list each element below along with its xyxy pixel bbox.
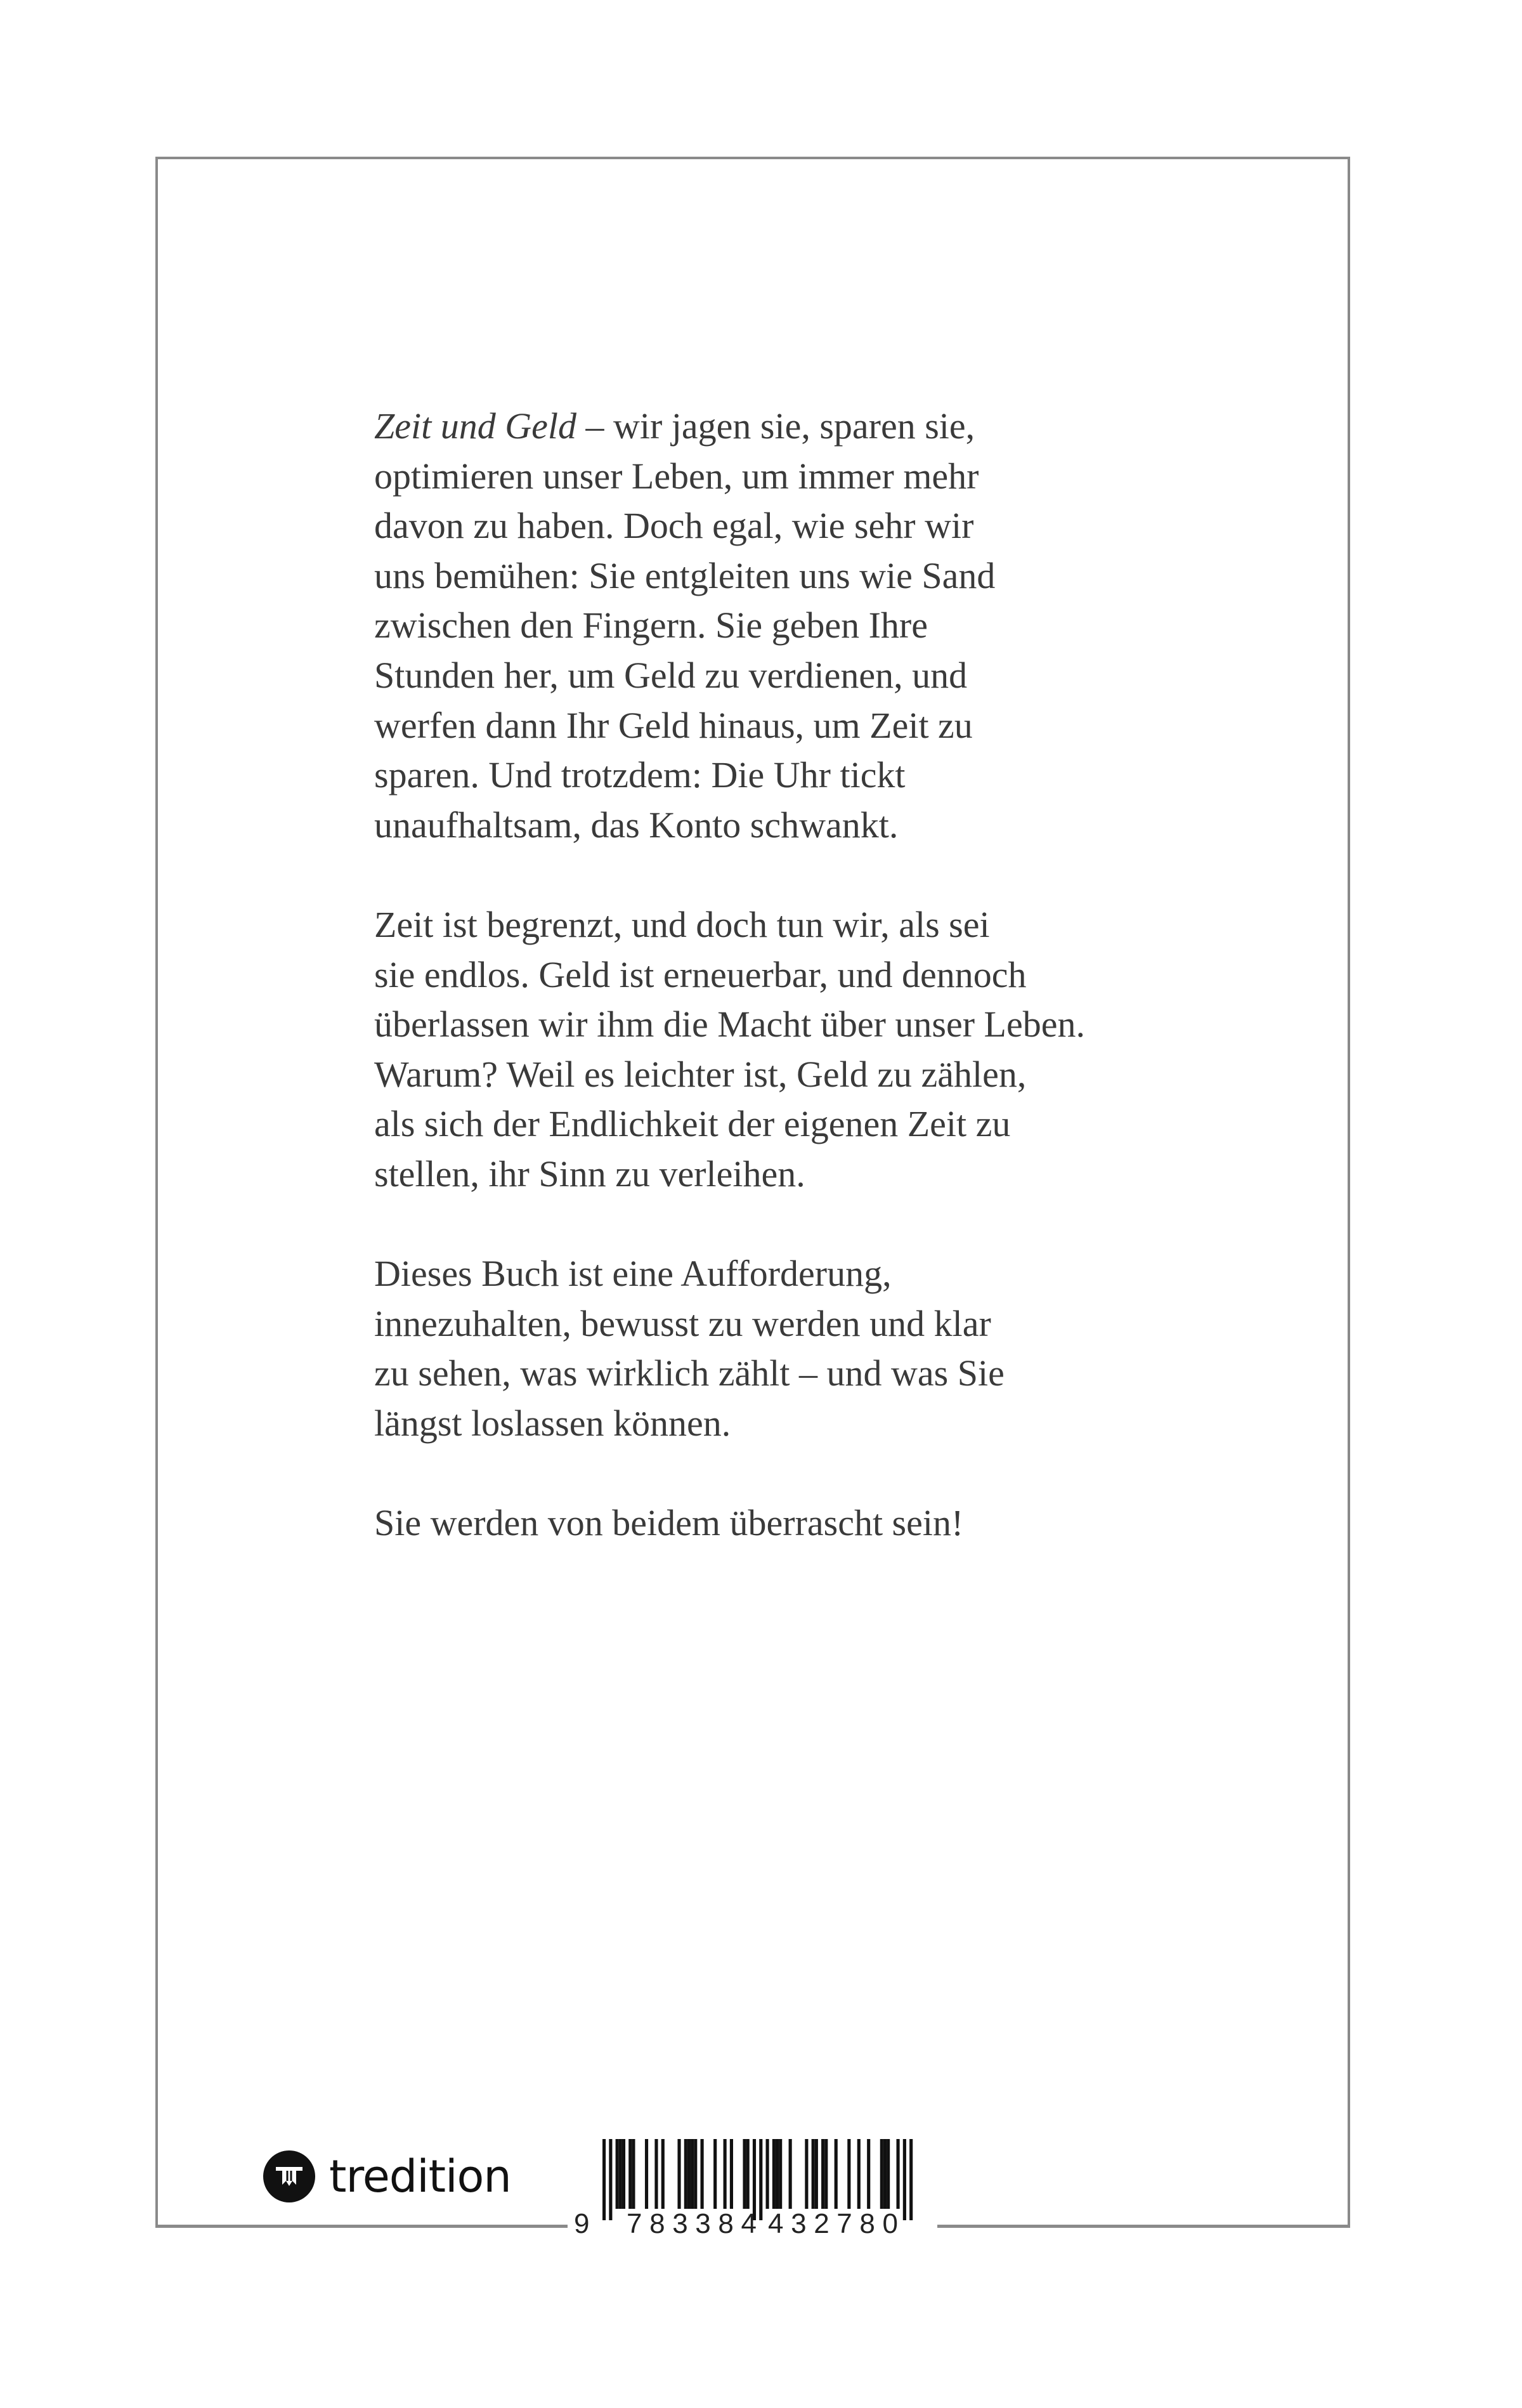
barcode-bar [857, 2139, 861, 2209]
back-cover-blurb [374, 402, 1085, 1548]
barcode-bar [789, 2139, 792, 2209]
blurb-line: Dieses Buch ist eine Aufforderung, [374, 1253, 892, 1295]
blurb-line: Sie werden von beidem überrascht sein! [374, 1502, 964, 1544]
barcode-bar [815, 2139, 818, 2209]
barcode-bar [835, 2139, 838, 2209]
blurb-line [374, 402, 1085, 452]
blurb-line: zwischen den Fingern. Sie geben Ihre [374, 605, 928, 646]
blurb-line: längst loslassen können. [374, 1402, 731, 1444]
frame-bottom-left-rule [155, 2225, 568, 2228]
blurb-text: – wir jagen sie, sparen sie, [576, 405, 975, 447]
blurb-line: Zeit ist begrenzt, und doch tun wir, als sei [374, 903, 990, 945]
barcode-bar [724, 2139, 727, 2209]
blurb-line: innezuhalten, bewusst zu werden und klar [374, 1302, 991, 1344]
barcode-bar [645, 2139, 648, 2209]
barcode-bar [779, 2139, 782, 2209]
barcode-bar [821, 2139, 824, 2209]
barcode-bar [701, 2139, 704, 2209]
barcode-bar [661, 2139, 665, 2209]
barcode-bar [824, 2139, 828, 2209]
barcode-bar [867, 2139, 870, 2209]
blurb-line: als sich der Endlichkeit der eigenen Zeit zu [374, 1103, 1011, 1145]
blurb-line: Stunden her, um Geld zu verdienen, und [374, 654, 968, 696]
blurb-lead-italic: Zeit und Geld [374, 405, 576, 447]
barcode-right-digits: 432780 [768, 2208, 898, 2239]
blurb-line: optimieren unser Leben, um immer mehr [374, 455, 979, 497]
barcode-bar [909, 2139, 913, 2220]
blurb-line: davon zu haben. Doch egal, wie sehr wir [374, 505, 974, 547]
barcode-bar [616, 2139, 619, 2209]
barcode-bar [887, 2139, 890, 2209]
barcode-left-digits: 783384 [627, 2208, 757, 2239]
blurb-line: sparen. Und trotzdem: Die Uhr tickt [374, 754, 906, 796]
barcode-bar [903, 2139, 906, 2220]
barcode-bar [691, 2139, 694, 2209]
barcode-bar [654, 2139, 658, 2209]
blurb-line: stellen, ihr Sinn zu verleihen. [374, 1153, 805, 1194]
barcode-bar [776, 2139, 779, 2209]
barcode-bar [772, 2139, 776, 2209]
barcode-bar [883, 2139, 887, 2209]
blurb-line: sie endlos. Geld ist erneuerbar, und dennoch [374, 953, 1027, 995]
blurb-line: unaufhaltsam, das Konto schwankt. [374, 804, 899, 846]
blurb-line: überlassen wir ihm die Macht über unser Leben. [374, 1004, 1085, 1045]
frame-bottom-right-rule [937, 2225, 1350, 2228]
barcode-bar [609, 2139, 612, 2220]
publisher-name: tredition [329, 2150, 511, 2202]
barcode-bar [897, 2139, 900, 2209]
barcode-bar [632, 2139, 635, 2209]
barcode-bar [684, 2139, 687, 2209]
barcode-bar [743, 2139, 746, 2209]
blurb-line: Warum? Weil es leichter ist, Geld zu zählen, [374, 1053, 1027, 1095]
barcode-bar [805, 2139, 808, 2209]
barcode-bar [619, 2139, 622, 2209]
barcode-bar [622, 2139, 625, 2209]
barcode-bar [730, 2139, 733, 2209]
barcode-bar [628, 2139, 632, 2209]
publisher-logo [263, 2150, 511, 2202]
barcode-bar [694, 2139, 697, 2209]
barcode-first-digit: 9 [574, 2208, 590, 2239]
barcode-bar [687, 2139, 691, 2209]
barcode-bar [766, 2139, 769, 2209]
barcode-bar [847, 2139, 850, 2209]
barcode-bar [746, 2139, 750, 2209]
isbn-barcode [574, 2138, 929, 2239]
barcode-bar [759, 2139, 762, 2220]
blurb-line: uns bemühen: Sie entgleiten uns wie Sand [374, 554, 996, 596]
barcode-bar [677, 2139, 680, 2209]
barcode-bar [880, 2139, 883, 2209]
tredition-logo-icon [263, 2150, 315, 2202]
blurb-line: zu sehen, was wirklich zählt – und was Sie [374, 1352, 1005, 1394]
barcode-bar [713, 2139, 717, 2209]
barcode-bar [812, 2139, 815, 2209]
blurb-line: werfen dann Ihr Geld hinaus, um Zeit zu [374, 704, 973, 746]
barcode-bar [602, 2139, 606, 2220]
